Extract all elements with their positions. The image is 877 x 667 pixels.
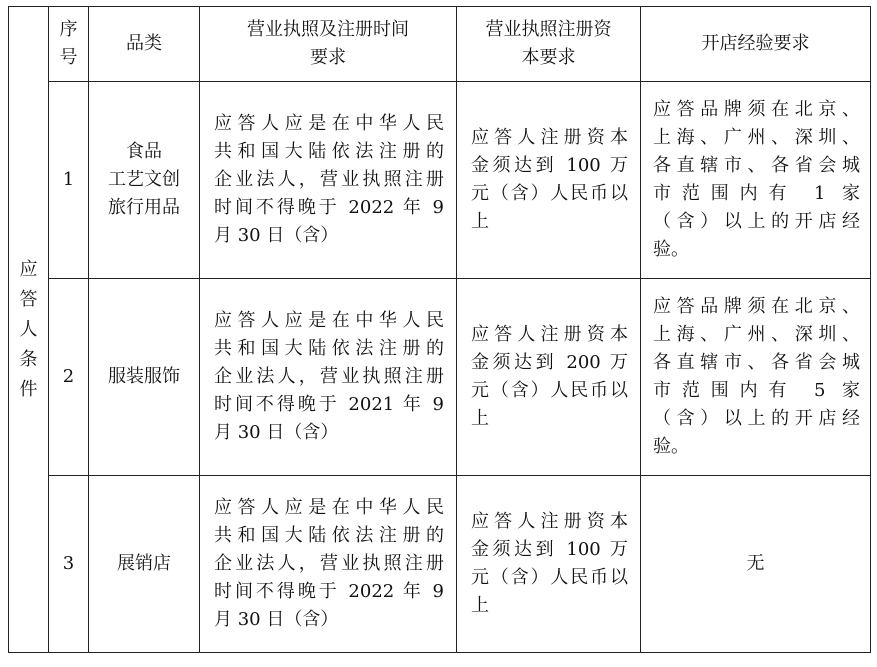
header-license: 营业执照及注册时间 要求 xyxy=(200,7,457,82)
requirements-table xyxy=(8,6,871,653)
header-experience: 开店经验要求 xyxy=(641,7,871,82)
row-category: 展销店 xyxy=(89,476,200,653)
respondent-conditions-label: 应 答 人 条 件 xyxy=(9,7,49,653)
row-license: 应答人应是在中华人民 共和国大陆依法注册的 企业法人，营业执照注册 时间不得晚于 2021 年 9 月 30 日（含） xyxy=(200,279,457,476)
row-capital: 应答人注册资本 金须达到 100 万 元（含）人民币以 上 xyxy=(457,82,641,279)
table-row xyxy=(9,476,871,653)
row-seq: 1 xyxy=(49,82,89,279)
row-experience: 应答品牌须在北京、 上海、广州、深圳、 各直辖市、各省会城 市范围内有 1 家 （含）以上的开店经 验。 xyxy=(641,82,871,279)
row-capital: 应答人注册资本 金须达到 100 万 元（含）人民币以 上 xyxy=(457,476,641,653)
row-license: 应答人应是在中华人民 共和国大陆依法注册的 企业法人，营业执照注册 时间不得晚于 2022 年 9 月 30 日（含） xyxy=(200,476,457,653)
row-license: 应答人应是在中华人民 共和国大陆依法注册的 企业法人，营业执照注册 时间不得晚于 2022 年 9 月 30 日（含） xyxy=(200,82,457,279)
table-row xyxy=(9,279,871,476)
row-seq: 2 xyxy=(49,279,89,476)
table-row xyxy=(9,82,871,279)
header-row xyxy=(9,7,871,82)
header-capital: 营业执照注册资 本要求 xyxy=(457,7,641,82)
row-category: 食品 工艺文创 旅行用品 xyxy=(89,82,200,279)
header-category: 品类 xyxy=(89,7,200,82)
row-category: 服装服饰 xyxy=(89,279,200,476)
row-experience: 无 xyxy=(641,476,871,653)
row-experience: 应答品牌须在北京、 上海、广州、深圳、 各直辖市、各省会城 市范围内有 5 家 （含）以上的开店经 验。 xyxy=(641,279,871,476)
row-seq: 3 xyxy=(49,476,89,653)
header-seq: 序 号 xyxy=(49,7,89,82)
row-capital: 应答人注册资本 金须达到 200 万 元（含）人民币以 上 xyxy=(457,279,641,476)
